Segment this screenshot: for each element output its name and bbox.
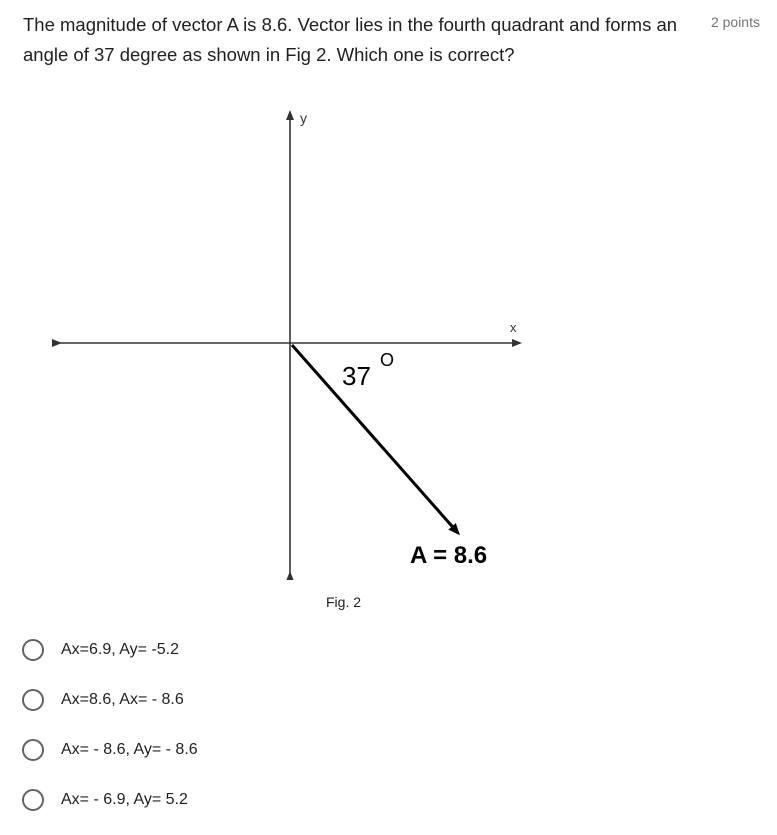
angle-unit: O: [380, 350, 395, 370]
radio-button[interactable]: [22, 739, 44, 761]
angle-value: 37: [342, 361, 371, 391]
vector-figure: [50, 100, 530, 580]
option-label: Ax= - 6.9, Ay= 5.2: [61, 791, 188, 808]
option-1[interactable]: [22, 625, 198, 675]
question-text: The magnitude of vector A is 8.6. Vector lies in the fourth quadrant and forms an angle of 37 degree as shown in Fig 2. Which one is correct?: [23, 14, 678, 65]
option-2[interactable]: [22, 675, 198, 725]
vector-label: A = 8.6: [410, 542, 488, 569]
option-label: Ax=8.6, Ax= - 8.6: [61, 691, 184, 708]
figure-caption: Fig. 2: [326, 594, 362, 610]
option-3[interactable]: [22, 725, 198, 775]
option-4[interactable]: [22, 775, 198, 825]
option-label: Ax=6.9, Ay= -5.2: [61, 641, 180, 658]
radio-button[interactable]: [22, 639, 44, 661]
y-axis-label: y: [300, 110, 307, 126]
option-label: Ax= - 8.6, Ay= - 8.6: [61, 741, 198, 758]
points-label: 2 points: [710, 14, 760, 30]
answer-options: [22, 625, 198, 825]
radio-button[interactable]: [22, 789, 44, 811]
x-axis-label: x: [510, 320, 517, 335]
vector-a-arrow: [292, 345, 458, 533]
radio-button[interactable]: [22, 689, 44, 711]
